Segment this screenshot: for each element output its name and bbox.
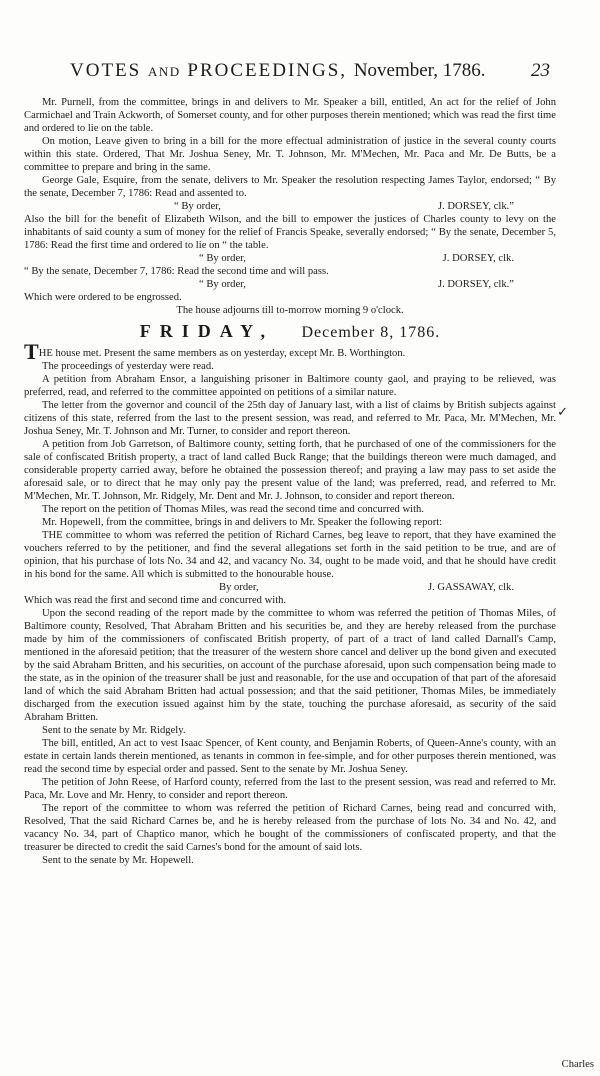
signature-by-order: “ By order, bbox=[199, 279, 246, 290]
paragraph: The bill, entitled, An act to vest Isaac Spencer, of Kent county, and Benjamin Roberts, of Queen-Anne's county, with an estate in certain lands therein mentioned, as tenants in common in fee-simple, and for other purposes therein mentioned, was read the second time by especial order and passed. Sent to the senate by Mr. Joshua Seney. bbox=[24, 738, 556, 775]
paragraph-text: HE house met. Present the same members as on yesterday, except Mr. B. Worthington. bbox=[38, 348, 406, 359]
paragraph: The report on the petition of Thomas Miles, was read the second time and concurred with. bbox=[42, 504, 424, 515]
paragraph: A petition from Job Garretson, of Baltimore county, setting forth, that he purchased of one of the commissioners for the sale of confiscated British property, a tract of land called Buck Range; that the buildings thereon were much damaged, and considerable property carried away, before he obtained the possession thereof; and praying a law may pass to set aside the aforesaid sale, or to direct that he may only pay the present value of the land; was preferred, read, and referred to Mr. M'Mechen, Mr. T. Johnson, Mr. Ridgely, Mr. Dent and Mr. J. Johnson, to consider and report thereon. bbox=[24, 439, 556, 502]
paragraph: Mr. Hopewell, from the committee, brings in and delivers to Mr. Speaker the following report: bbox=[42, 517, 443, 528]
signature-line bbox=[24, 581, 556, 594]
header-date: November, 1786. bbox=[353, 60, 486, 81]
paragraph: George Gale, Esquire, from the senate, delivers to Mr. Speaker the resolution respecting James Taylor, endorsed; “ By the senate, December 7, 1786: Read and assented to. bbox=[24, 175, 556, 199]
paragraph: On motion, Leave given to bring in a bill for the more effectual administration of justice in the several county courts within this state. Ordered, That Mr. Joshua Seney, Mr. T. Johnson, Mr. M'Mechen, Mr. Paca and Mr. De Butts, be a committee to prepare and bring in the same. bbox=[24, 136, 556, 173]
paragraph: The letter from the governor and council of the 25th day of January last, with a list of claims by British subjects against citizens of this state, referred from the last to the present session, was read, and referred to Mr. Paca, Mr. M'Mechen, Mr. Joshua Seney, Mr. T. Johnson and Mr. Turner, to consider and report thereon. bbox=[24, 400, 556, 437]
paragraph: Which was read the first and second time and concurred with. bbox=[24, 595, 287, 606]
paragraph: Mr. Purnell, from the committee, brings in and delivers to Mr. Speaker a bill, entitled, An act for the relief of John Carmichael and Train Ackworth, of Somerset county, and for other purposes therein mentioned; which was read the first time and ordered to lie on the table. bbox=[24, 97, 556, 134]
running-header bbox=[60, 60, 556, 86]
signature-clerk: J. GASSAWAY, clk. bbox=[428, 582, 514, 593]
header-title-proceedings: PROCEEDINGS, bbox=[187, 60, 348, 81]
drop-cap: T bbox=[24, 339, 39, 364]
signature-line bbox=[24, 278, 556, 291]
paragraph: A petition from Abraham Ensor, a languishing prisoner in Baltimore county gaol, and praying to be relieved, was preferred, read, and referred to the committee appointed on petitions of a similar nature. bbox=[24, 374, 556, 398]
page-body bbox=[24, 96, 568, 867]
day-heading bbox=[24, 321, 556, 341]
paragraph: The proceedings of yesterday were read. bbox=[42, 361, 214, 372]
paragraph: Which were ordered to be engrossed. bbox=[24, 292, 182, 303]
header-title-votes: VOTES bbox=[70, 60, 142, 81]
page-number: 23 bbox=[531, 60, 550, 81]
day-date: December 8, 1786. bbox=[301, 324, 441, 341]
catchword: Charles bbox=[561, 1059, 594, 1070]
day-name: FRIDAY, bbox=[139, 321, 274, 341]
adjournment-line: The house adjourns till to-morrow morning 9 o'clock. bbox=[176, 305, 404, 316]
paragraph-with-mark bbox=[24, 399, 568, 438]
report-text: THE committee to whom was referred the petition of Richard Carnes, beg leave to report, that they have examined the vouchers referred to by the petitioner, and find the several allegations set forth in the said petition to be true, and are of opinion, that his purchase of lots No. 34 and 42, and vacancy No. 34, ought to be made void, and that he should have credit in his bond for the same. All which is submitted to the honourable house. bbox=[24, 530, 556, 580]
signature-clerk: J. DORSEY, clk.” bbox=[437, 279, 514, 290]
signature-by-order: “ By order, bbox=[174, 201, 221, 212]
signature-clerk: J. DORSEY, clk. bbox=[442, 253, 514, 264]
paragraph: The report of the committee to whom was referred the petition of Richard Carnes, being read and concurred with, Resolved, That the said Richard Carnes be, and he is hereby released from the purchase of lots No. 34 and No. 42, and vacancy No. 34, part of Chaptico manor, which he bought of the commissioners of confiscated property, and that the treasurer be directed to credit the said Carnes's bond for the amount of said lots. bbox=[24, 803, 556, 853]
header-title bbox=[70, 60, 486, 82]
signature-line bbox=[24, 200, 556, 213]
header-title-and: AND bbox=[147, 64, 181, 79]
paragraph: The petition of John Reese, of Harford county, referred from the last to the present session, was read and referred to Mr. Paca, Mr. Love and Mr. Henry, to consider and report thereon. bbox=[24, 777, 556, 801]
paragraph bbox=[24, 339, 556, 364]
signature-by-order: “ By order, bbox=[199, 253, 246, 264]
paragraph: Sent to the senate by Mr. Ridgely. bbox=[42, 725, 186, 736]
paragraph: Sent to the senate by Mr. Hopewell. bbox=[42, 855, 194, 866]
paragraph: Also the bill for the benefit of Elizabeth Wilson, and the bill to empower the justices of Charles county to levy on the inhabitants of said county a sum of money for the relief of Francis Speake, severally endorsed; “ By the senate, December 5, 1786: Read the first time and ordered to lie on “ the table. bbox=[24, 214, 556, 251]
signature-clerk: J. DORSEY, clk.” bbox=[437, 201, 514, 212]
signature-line bbox=[24, 252, 556, 265]
signature-by-order: By order, bbox=[219, 582, 259, 593]
paragraph: “ By the senate, December 7, 1786: Read the second time and will pass. bbox=[24, 266, 329, 277]
check-mark-icon: ✓ bbox=[557, 404, 568, 419]
paragraph: Upon the second reading of the report made by the committee to whom was referred the petition of Thomas Miles, of Baltimore county, Resolved, That Abraham Britten and his securities be, and they are hereby released from the purchase made by him of the commissioners of confiscated British property, of part of a tract of land called Darnall's Camp, mentioned in the aforesaid petition; that the treasurer of the western shore cancel and deliver up the bond given and executed by the said Abraham Britten, and his securities, on account of the purchase aforesaid, upon such compensation being made to the state, as in the opinion of the treasurer shall be just and reasonable, for the use and occupation of that part of the aforesaid land of which the said Abraham Britten had actual possession; and that the said petitioner, Thomas Miles, be immediately discharged from the execution issued against him by the state, touching the purchase aforesaid, as security of the said Abraham Britten. bbox=[24, 608, 556, 723]
